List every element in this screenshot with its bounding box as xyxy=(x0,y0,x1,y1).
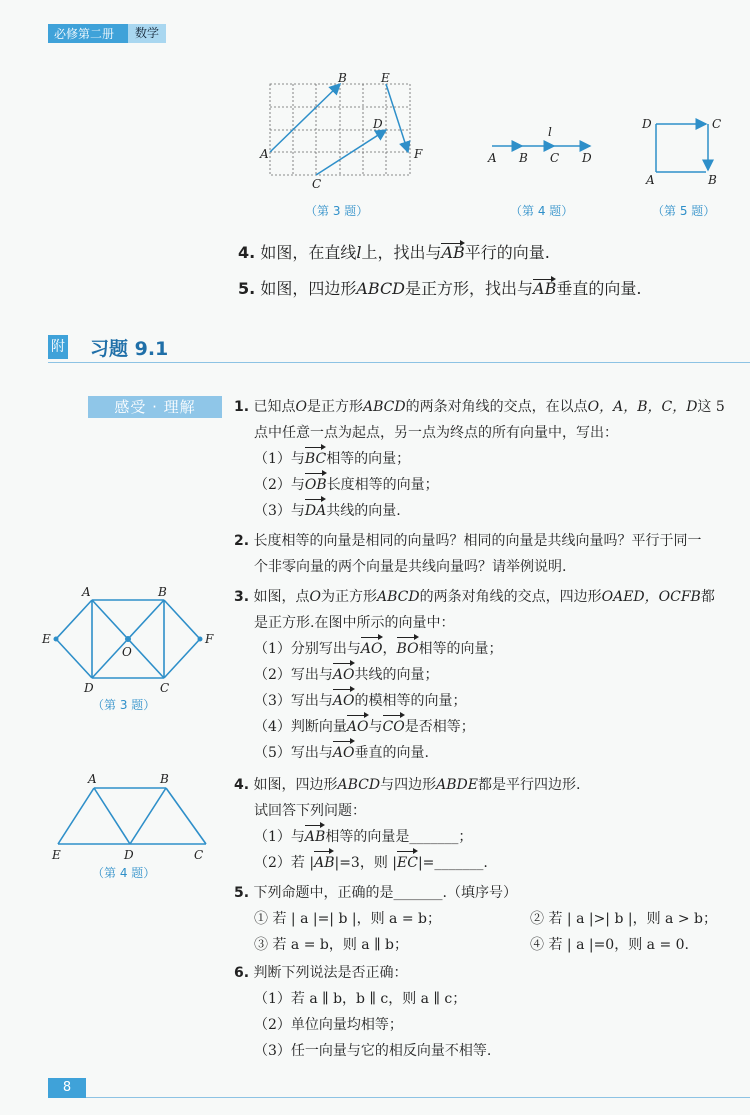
top-question-5: 5. 如图，四边形ABCD是正方形，找出与AB垂直的向量. xyxy=(238,279,642,298)
pt-C: C xyxy=(712,117,722,131)
pt-F: F xyxy=(205,632,214,646)
pt-E: E xyxy=(52,848,61,862)
section-title: 习题 9.1 xyxy=(90,338,169,360)
pt-C: C xyxy=(160,681,170,694)
figure-caption: （第 4 题） xyxy=(510,204,574,218)
pt-D: D xyxy=(642,117,652,131)
question-5: 5. 下列命题中，正确的是_______.（填序号） ① 若 | a |=| b |，则 a = b； ② 若 | a |>| b |，则 a > b； ③ 若 a = b，则 a ∥ b； ④ 若 | a |=0，则 a = 0. xyxy=(234,880,746,958)
seg-AD xyxy=(94,788,130,844)
option-1: ① 若 | a |=| b |，则 a = b； xyxy=(254,911,441,927)
figure-top-q4 xyxy=(482,126,602,168)
book-title: 必修第二册 xyxy=(54,27,115,41)
question-2: 2. 长度相等的向量是相同的向量吗？相同的向量是共线向量吗？平行于同一 个非零向量的两个向量是共线向量吗？请举例说明. xyxy=(234,533,702,575)
figure-caption: （第 3 题） xyxy=(305,204,369,218)
seg-AE xyxy=(56,600,92,639)
pt-E: E xyxy=(381,72,390,85)
pt-B: B xyxy=(519,151,528,165)
pt-C: C xyxy=(194,848,204,862)
option-3: ③ 若 a = b，则 a ∥ b； xyxy=(254,937,408,953)
pt-C: C xyxy=(312,177,322,191)
question-1: 1. 已知点O是正方形ABCD的两条对角线的交点，在以点O，A，B，C，D这 5 点中任意一点为起点，另一点为终点的所有向量中，写出： （1）与BC相等的向量； （2）与OB长度相等的向量； （3）与DA共线的向量. xyxy=(234,394,746,524)
point-E xyxy=(54,637,59,642)
question-6: 6. 判断下列说法是否正确： （1）若 a ∥ b，b ∥ c，则 a ∥ c； （2）单位向量均相等； （3）任一向量与它的相反向量不相等. xyxy=(234,965,492,1059)
section-marker: 附 xyxy=(48,335,68,359)
pt-B: B xyxy=(158,585,167,599)
pt-A: A xyxy=(646,173,655,187)
pt-B: B xyxy=(708,173,717,187)
figure-top-q5 xyxy=(640,112,724,192)
subject-label: 数学 xyxy=(128,24,166,43)
pt-F: F xyxy=(414,147,423,161)
grid-lines xyxy=(270,84,410,175)
pt-O: O xyxy=(122,645,132,659)
vector-EF xyxy=(386,84,408,152)
pt-C: C xyxy=(550,151,560,165)
figure-caption: （第 3 题） xyxy=(92,698,156,712)
page-number: 8 xyxy=(48,1078,86,1098)
pt-E: E xyxy=(42,632,51,646)
pt-B: B xyxy=(160,772,169,786)
section-divider xyxy=(48,362,750,363)
pt-D: D xyxy=(373,117,383,131)
option-2: ② 若 | a |>| b |，则 a > b； xyxy=(530,911,717,927)
figure-q3 xyxy=(40,584,220,694)
vector-AB xyxy=(270,84,340,152)
figure-top-q3 xyxy=(258,72,426,202)
line-label: l xyxy=(548,126,552,139)
pt-A: A xyxy=(82,585,91,599)
pt-D: D xyxy=(124,848,134,862)
seg-EA xyxy=(58,788,94,844)
footer-line xyxy=(86,1097,750,1098)
point-O xyxy=(125,636,131,642)
seg-ED xyxy=(56,639,92,678)
seg-FC xyxy=(164,639,200,678)
seg-DB xyxy=(130,788,166,844)
figure-q4 xyxy=(46,770,216,862)
option-4: ④ 若 | a |=0，则 a = 0. xyxy=(530,937,690,953)
vector-CD xyxy=(316,130,386,175)
figure-caption: （第 5 题） xyxy=(652,204,716,218)
figure-caption: （第 4 题） xyxy=(92,866,156,880)
pt-A: A xyxy=(88,772,97,786)
section-tag: 感受 · 理解 xyxy=(88,396,222,418)
pt-D: D xyxy=(84,681,94,694)
pt-D: D xyxy=(582,151,592,165)
question-3: 3. 如图，点O为正方形ABCD的两条对角线的交点，四边形OAED，OCFB都 是正方形.在图中所示的向量中： （1）分别写出与AO，BO相等的向量； （2）写出与AO共线的向量； （3）写出与AO的模相等的向量； （4）判断向量AO与CO是否相等； （5）写出与AO垂直的向量. xyxy=(234,584,746,766)
seg-BF xyxy=(164,600,200,639)
seg-BC xyxy=(166,788,206,844)
question-4: 4. 如图，四边形ABCD与四边形ABDE都是平行四边形. 试回答下列问题： （1）与AB相等的向量是_______； （2）若 |AB|=3，则 |EC|=_______. xyxy=(234,772,746,876)
top-question-4: 4. 如图，在直线l上，找出与AB平行的向量. xyxy=(238,243,550,262)
pt-B: B xyxy=(338,72,347,85)
pt-A: A xyxy=(488,151,497,165)
point-F xyxy=(198,637,203,642)
pt-A: A xyxy=(260,147,269,161)
